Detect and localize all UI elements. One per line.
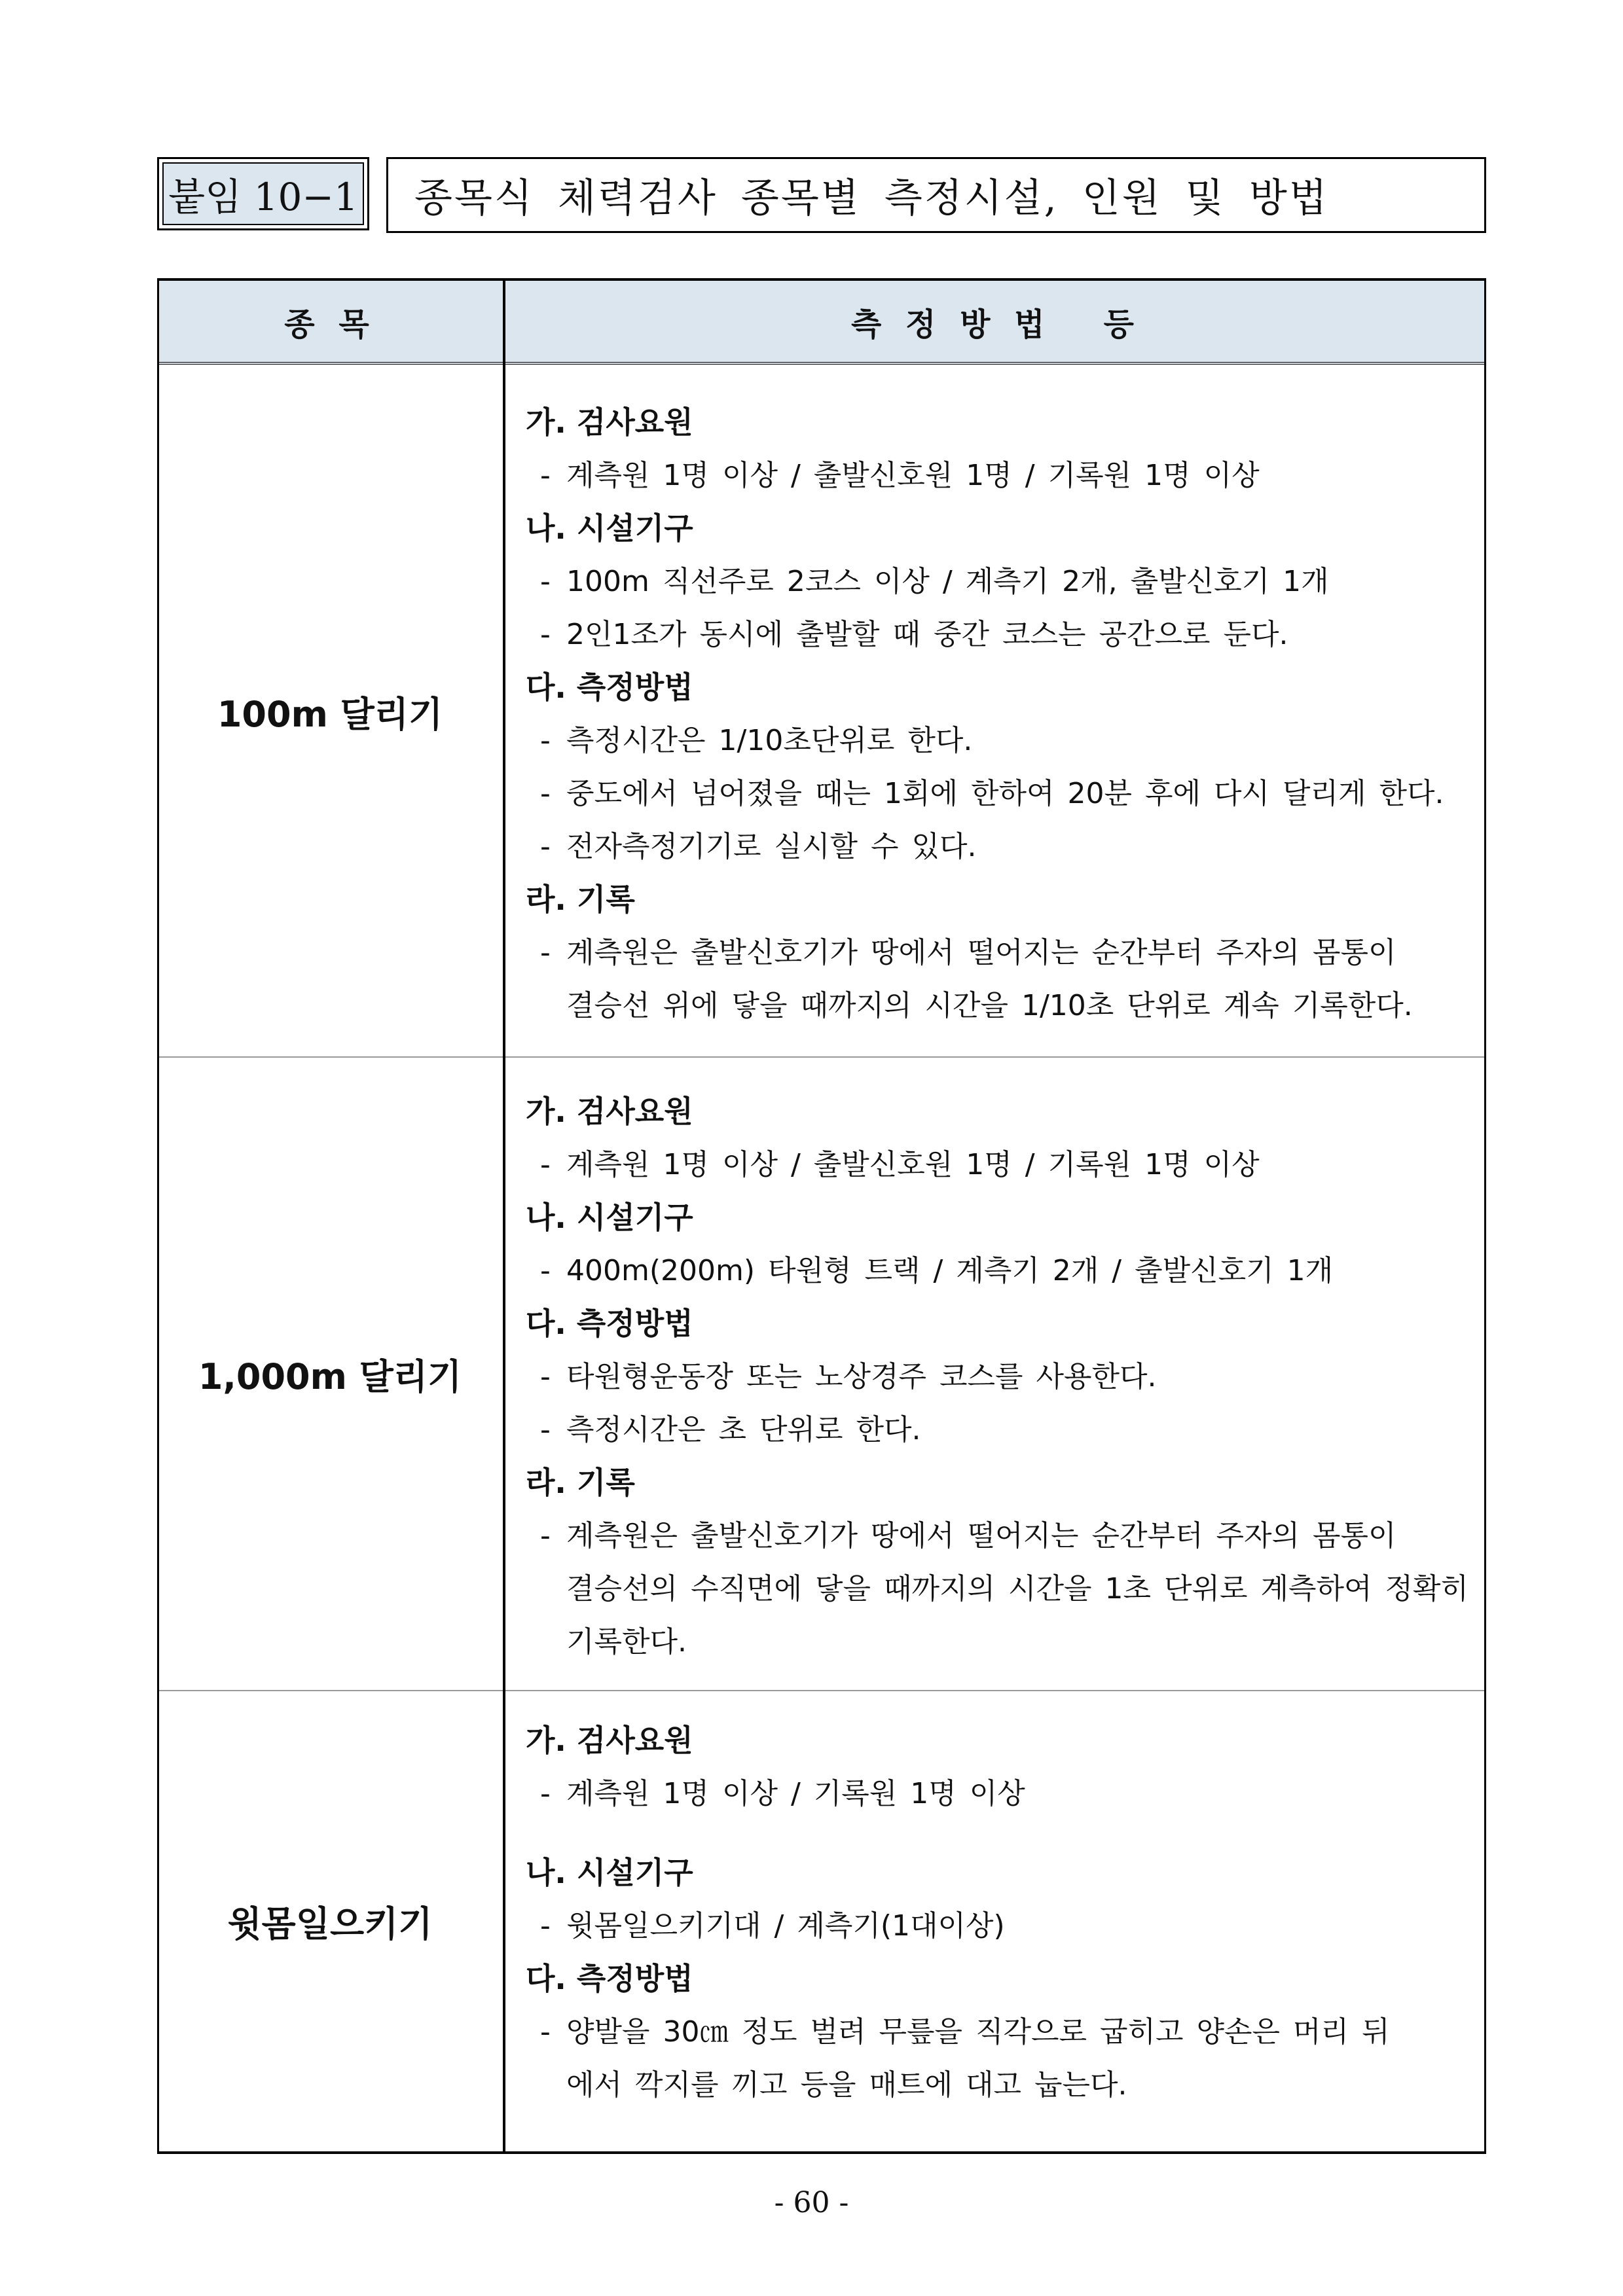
list-item-continuation: 결승선 위에 닿을 때까지의 시간을 1/10초 단위로 계속 기록한다.	[566, 989, 1413, 1022]
list-item: - 100m 직선주로 2코스 이상 / 계측기 2개, 출발신호기 1개	[540, 565, 1329, 598]
event-name-1000m: 1,000m 달리기	[198, 1355, 462, 1397]
measurement-table	[157, 278, 1486, 2154]
section-heading: 다. 측정방법	[526, 1306, 693, 1341]
table-border-right	[1484, 281, 1486, 2151]
page-number: - 60 -	[774, 2186, 849, 2219]
list-item: - 타원형운동장 또는 노상경주 코스를 사용한다.	[540, 1360, 1157, 1393]
section-heading: 다. 측정방법	[526, 670, 693, 705]
list-item: - 중도에서 넘어졌을 때는 1회에 한하여 20분 후에 다시 달리게 한다.	[540, 777, 1444, 810]
method-cell-100m	[526, 396, 1486, 1032]
list-item: - 2인1조가 동시에 출발할 때 중간 코스는 공간으로 둔다.	[540, 618, 1288, 651]
section-heading: 가. 검사요원	[526, 404, 693, 440]
list-item: - 전자측정기기로 실시할 수 있다.	[540, 830, 977, 863]
list-item: - 계측원은 출발신호기가 땅에서 떨어지는 순간부터 주자의 몸통이	[540, 1519, 1396, 1552]
section-heading: 라. 기록	[526, 882, 635, 917]
list-item: - 양발을 30㎝ 정도 벌려 무릎을 직각으로 굽히고 양손은 머리 뒤	[540, 2015, 1390, 2049]
section-heading: 가. 검사요원	[526, 1094, 693, 1129]
appendix-tag	[157, 157, 369, 230]
list-item: - 계측원 1명 이상 / 출발신호원 1명 / 기록원 1명 이상	[540, 1148, 1260, 1181]
event-name-situps: 윗몸일으키기	[227, 1903, 433, 1945]
list-item: - 400m(200m) 타원형 트랙 / 계측기 2개 / 출발신호기 1개	[540, 1254, 1334, 1287]
list-item: - 계측원 1명 이상 / 출발신호원 1명 / 기록원 1명 이상	[540, 459, 1260, 492]
list-item: - 측정시간은 초 단위로 한다.	[540, 1413, 921, 1446]
section-heading: 나. 시설기구	[526, 1200, 693, 1235]
section-heading: 다. 측정방법	[526, 1961, 693, 1996]
column-header-event: 종 목	[284, 306, 376, 343]
table-header	[157, 281, 1486, 365]
column-divider	[503, 281, 505, 2151]
event-name-100m: 100m 달리기	[217, 694, 443, 735]
list-item: - 계측원은 출발신호기가 땅에서 떨어지는 순간부터 주자의 몸통이	[540, 936, 1396, 969]
section-heading: 나. 시설기구	[526, 511, 693, 546]
list-item: - 윗몸일으키기대 / 계측기(1대이상)	[540, 1909, 1005, 1943]
table-border-left	[157, 281, 159, 2151]
section-heading: 라. 기록	[526, 1465, 635, 1500]
list-item: - 측정시간은 1/10초단위로 한다.	[540, 724, 973, 757]
method-cell-1000m	[526, 1085, 1486, 1668]
section-heading: 가. 검사요원	[526, 1723, 693, 1758]
column-header-method: 측 정 방 법 등	[850, 306, 1141, 343]
page-title: 종목식 체력검사 종목별 측정시설, 인원 및 방법	[386, 157, 1486, 233]
method-cell-situps	[526, 1714, 1486, 2111]
section-heading: 나. 시설기구	[526, 1855, 693, 1890]
appendix-tag-label: 붙임 10−1	[162, 162, 364, 225]
list-item-continuation: 결승선의 수직면에 닿을 때까지의 시간을 1초 단위로 계측하여 정확히	[566, 1572, 1468, 1605]
list-item-continuation: 기록한다.	[566, 1625, 687, 1659]
list-item: - 계측원 1명 이상 / 기록원 1명 이상	[540, 1777, 1025, 1810]
list-item-continuation: 에서 깍지를 끼고 등을 매트에 대고 눕는다.	[566, 2068, 1127, 2102]
